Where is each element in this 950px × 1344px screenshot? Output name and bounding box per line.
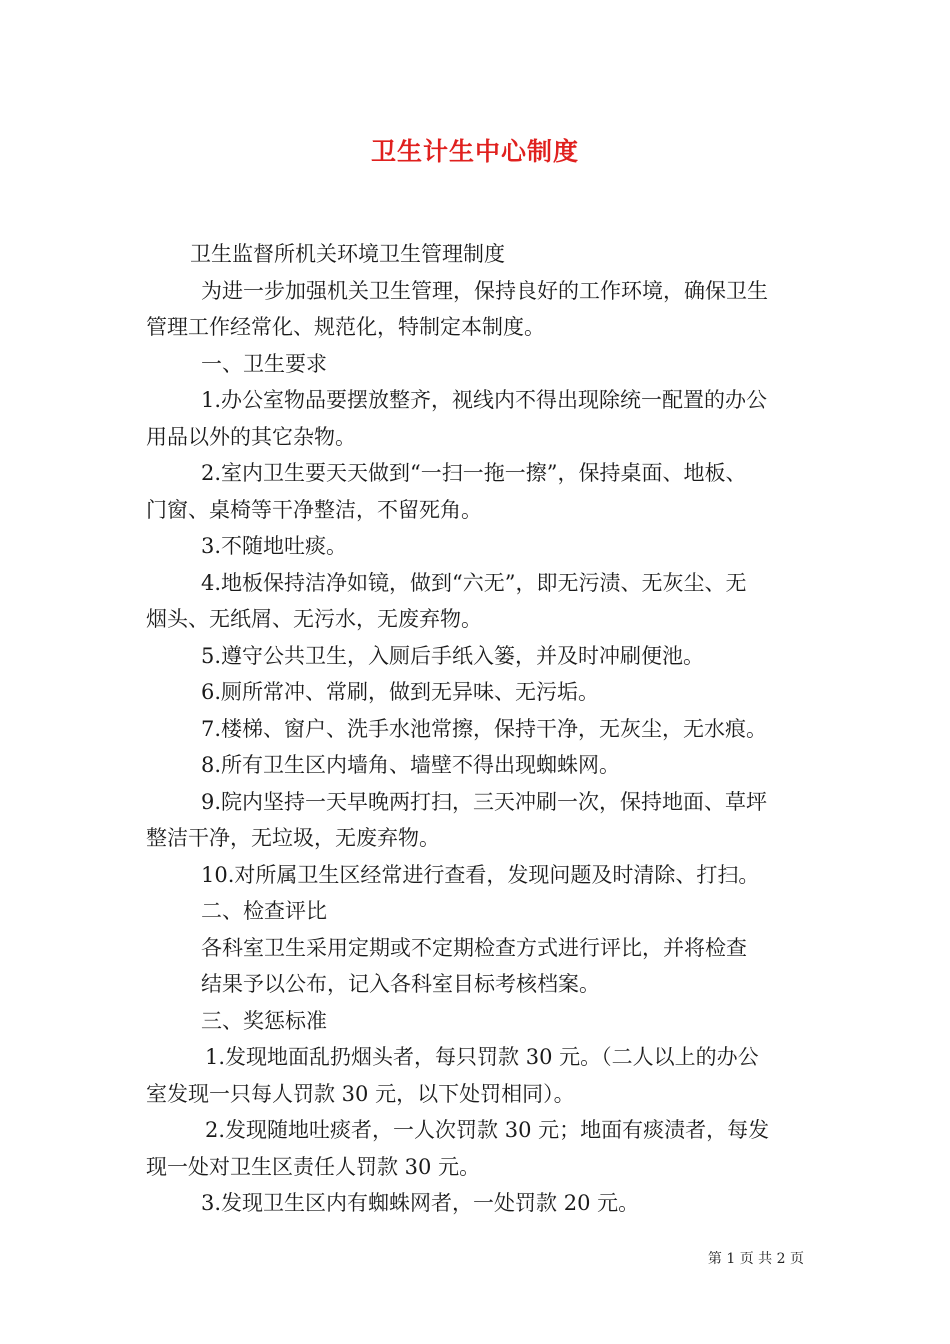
body-line: 8.所有卫生区内墙角、墙壁不得出现蜘蛛网。	[201, 753, 621, 777]
body-line: 1.发现地面乱扔烟头者，每只罚款 30 元。（二人以上的办公	[205, 1045, 759, 1069]
body-line: 室发现一只每人罚款 30 元，以下处罚相同）。	[146, 1081, 575, 1106]
document-subtitle: 卫生监督所机关环境卫生管理制度	[190, 242, 505, 266]
body-line: 现一处对卫生区责任人罚款 30 元。	[146, 1154, 481, 1179]
body-line: 4.地板保持洁净如镜，做到“六无”，即无污渍、无灰尘、无	[201, 570, 747, 595]
body-line: 用品以外的其它杂物。	[146, 424, 356, 449]
body-line: 管理工作经常化、规范化，特制定本制度。	[146, 315, 545, 339]
body-line: 10.对所属卫生区经常进行查看，发现问题及时清除、打扫。	[201, 862, 760, 887]
body-line: 结果予以公布，记入各科室目标考核档案。	[201, 972, 600, 996]
page-number: 第 1 页 共 2 页	[707, 1251, 804, 1267]
section-heading: 一、卫生要求	[201, 351, 327, 376]
body-line: 门窗、桌椅等干净整洁，不留死角。	[146, 497, 482, 522]
section-heading: 二、检查评比	[201, 899, 327, 923]
section-heading: 三、奖惩标准	[201, 1008, 327, 1033]
body-line: 6.厕所常冲、常刷，做到无异味、无污垢。	[201, 680, 600, 704]
body-line: 7.楼梯、窗户、洗手水池常擦，保持干净，无灰尘，无水痕。	[201, 716, 768, 741]
body-line: 整洁干净，无垃圾，无废弃物。	[146, 826, 440, 850]
body-line: 为进一步加强机关卫生管理，保持良好的工作环境，确保卫生	[201, 278, 768, 303]
body-line: 2.发现随地吐痰者，一人次罚款 30 元；地面有痰渍者，每发	[205, 1118, 770, 1142]
body-line: 烟头、无纸屑、无污水，无废弃物。	[146, 607, 482, 631]
document-title: 卫生计生中心制度	[370, 137, 579, 166]
body-line: 3.不随地吐痰。	[201, 534, 348, 558]
body-line: 5.遵守公共卫生，入厕后手纸入篓，并及时冲刷便池。	[201, 643, 705, 668]
body-line: 各科室卫生采用定期或不定期检查方式进行评比，并将检查	[201, 935, 747, 960]
body-line: 1.办公室物品要摆放整齐，视线内不得出现除统一配置的办公	[201, 388, 768, 412]
body-line: 9.院内坚持一天早晚两打扫，三天冲刷一次，保持地面、草坪	[201, 789, 768, 814]
body-line: 2.室内卫生要天天做到“一扫一拖一擦”，保持桌面、地板、	[201, 461, 747, 485]
document-body	[146, 236, 810, 1222]
body-line: 3.发现卫生区内有蜘蛛网者，一处罚款 20 元。	[201, 1191, 640, 1215]
